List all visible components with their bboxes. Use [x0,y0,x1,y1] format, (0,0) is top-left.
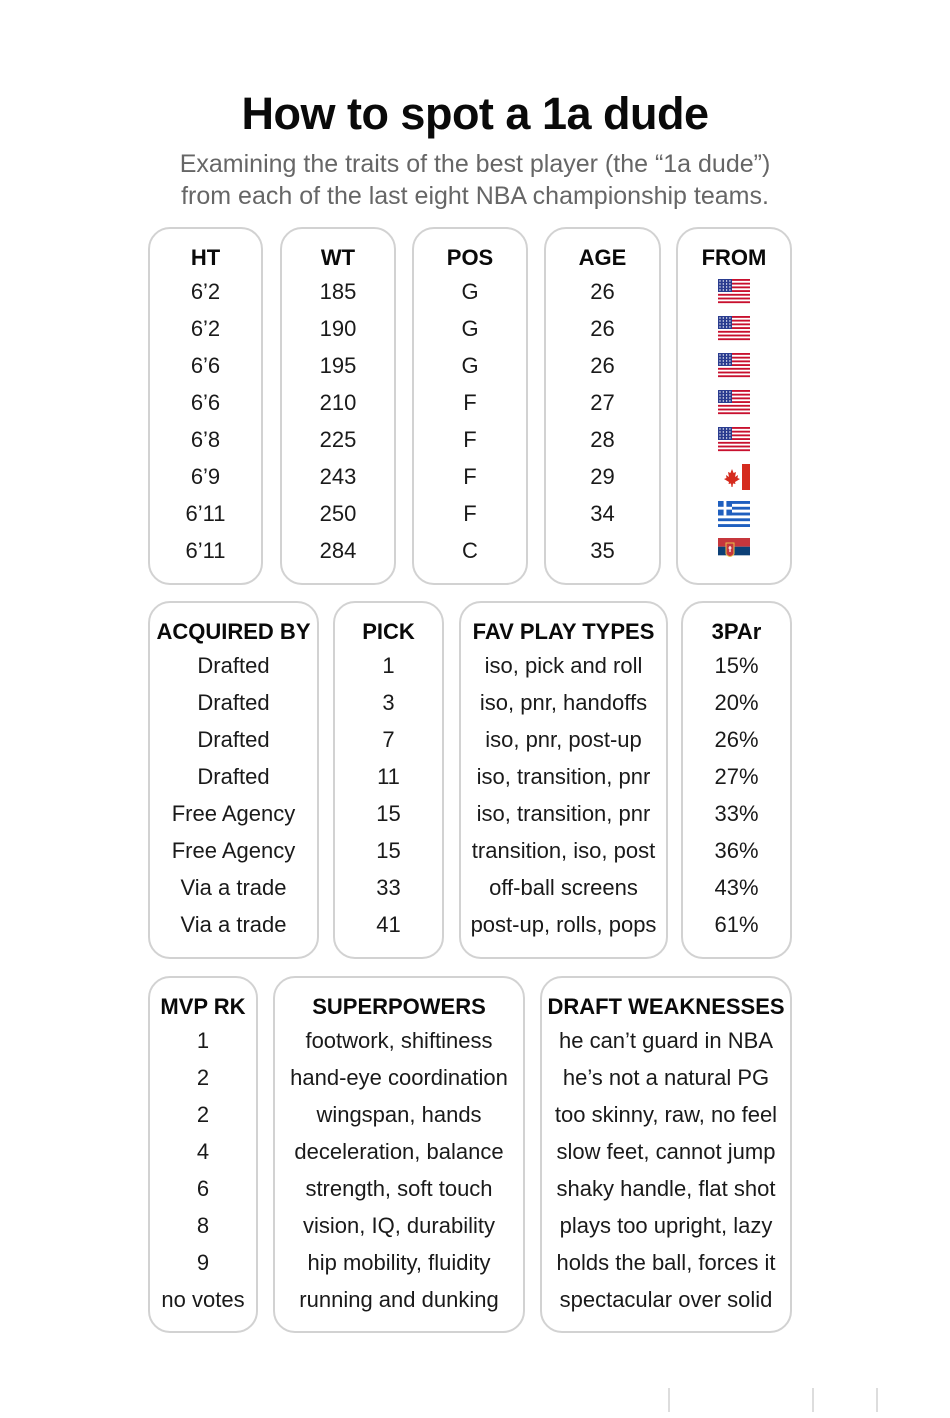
pos-column [412,227,528,585]
table-cell: F [463,501,477,526]
fav-play-types-column [459,601,668,959]
table-cell: Via a trade [180,875,287,900]
table-cell: 6’9 [190,464,221,489]
table-cell: C [462,538,478,563]
table-cell: 4 [196,1139,210,1164]
table-cell: F [463,390,477,415]
table-cell: 27 [590,390,615,415]
table-cell: 15% [714,653,759,678]
table-cell: 36% [714,838,759,863]
table-cell: Drafted [197,690,270,715]
table-cell: Free Agency [171,838,296,863]
table-cell: spectacular over solid [559,1287,773,1312]
3par-column [681,601,792,959]
from-column [676,227,792,585]
acquired-by-column [148,601,319,959]
table-cell: 6’2 [190,279,221,304]
table-cell: 15 [376,838,401,863]
column-header: SUPERPOWERS [312,994,486,1019]
table-cell: 34 [590,501,615,526]
table-cell: hip mobility, fluidity [307,1250,491,1275]
column-header: AGE [578,245,627,270]
table-cell: iso, pnr, post-up [485,727,642,752]
table-cell: 2 [196,1102,210,1127]
table-cell: G [461,279,479,304]
table-cell: too skinny, raw, no feel [554,1102,778,1127]
usa-flag-icon [678,273,790,310]
table-cell: 195 [319,353,357,378]
usa-flag-icon [678,384,790,421]
column-header: WT [320,245,356,270]
column-header: MVP RK [160,994,246,1019]
greece-flag-icon [678,495,790,532]
table-cell: 26 [590,279,615,304]
table-cell: 210 [319,390,357,415]
table-cell: Drafted [197,764,270,789]
draft-weaknesses-column [540,976,792,1333]
table-cell: Via a trade [180,912,287,937]
table-cell: Drafted [197,653,270,678]
table-cell: 26 [590,353,615,378]
subtitle-line-2: from each of the last eight NBA championship teams. [181,182,769,210]
table-cell: 2 [196,1065,210,1090]
superpowers-column [273,976,525,1333]
table-cell: he’s not a natural PG [562,1065,770,1090]
table-cell: 26% [714,727,759,752]
watermark-mark [668,1388,670,1412]
table-cell: 7 [382,727,395,752]
subtitle-line-1: Examining the traits of the best player (the “1a dude”) [179,150,771,178]
table-cell: shaky handle, flat shot [556,1176,776,1201]
table-cell: Free Agency [171,801,296,826]
table-cell: 6 [196,1176,210,1201]
canada-flag-icon [678,458,790,495]
table-cell: 6’2 [190,316,221,341]
column-header: POS [446,245,494,270]
serbia-flag-icon [678,532,790,569]
table-cell: 1 [196,1028,210,1053]
table-cell: 33 [376,875,401,900]
table-cell: Drafted [197,727,270,752]
table-cell: iso, transition, pnr [476,764,651,789]
usa-flag-icon [678,421,790,458]
table-cell: vision, IQ, durability [303,1213,495,1238]
watermark-mark [876,1388,878,1412]
table-cell: 41 [376,912,401,937]
watermark-mark [812,1388,814,1412]
table-cell: 190 [319,316,357,341]
wt-column [280,227,396,585]
table-cell: 250 [319,501,357,526]
column-header: HT [190,245,221,270]
table-cell: 20% [714,690,759,715]
table-cell: 26 [590,316,615,341]
table-cell: iso, transition, pnr [476,801,651,826]
column-header: PICK [362,619,415,644]
table-cell: 6’6 [190,390,221,415]
age-column [544,227,661,585]
table-cell: F [463,464,477,489]
table-cell: 284 [319,538,357,563]
column-header: ACQUIRED BY [156,619,311,644]
table-cell: 225 [319,427,357,452]
table-cell: 3 [382,690,395,715]
table-cell: 185 [319,279,357,304]
table-cell: 6’6 [190,353,221,378]
table-cell: 6’11 [185,501,226,526]
table-cell: wingspan, hands [316,1102,482,1127]
column-header: FAV PLAY TYPES [472,619,655,644]
table-cell: hand-eye coordination [290,1065,508,1090]
table-cell: no votes [161,1287,245,1312]
usa-flag-icon [678,347,790,384]
usa-flag-icon [678,310,790,347]
table-cell: he can’t guard in NBA [558,1028,774,1053]
table-cell: F [463,427,477,452]
table-cell: footwork, shiftiness [305,1028,493,1053]
table-cell: 61% [714,912,759,937]
table-cell: 9 [196,1250,210,1275]
table-cell: off-ball screens [489,875,638,900]
page-title: How to spot a 1a dude [241,88,709,139]
table-cell: G [461,353,479,378]
table-cell: holds the ball, forces it [556,1250,776,1275]
table-cell: 33% [714,801,759,826]
table-cell: transition, iso, post [471,838,656,863]
table-cell: 6’8 [190,427,221,452]
table-cell: iso, pick and roll [484,653,643,678]
table-cell: deceleration, balance [294,1139,504,1164]
table-cell: running and dunking [299,1287,499,1312]
table-cell: 27% [714,764,759,789]
table-cell: 43% [714,875,759,900]
table-cell: 6’11 [185,538,226,563]
column-header: 3PAr [711,619,762,644]
table-cell: 11 [377,764,400,789]
page-subtitle [0,148,950,212]
column-header: FROM [701,245,767,270]
table-cell: iso, pnr, handoffs [479,690,648,715]
mvp-rank-column [148,976,258,1333]
table-cell: G [461,316,479,341]
table-cell: slow feet, cannot jump [556,1139,776,1164]
table-cell: 8 [196,1213,210,1238]
table-cell: post-up, rolls, pops [470,912,657,937]
pick-column [333,601,444,959]
ht-column [148,227,263,585]
table-cell: 28 [590,427,615,452]
column-header: DRAFT WEAKNESSES [547,994,785,1019]
table-cell: plays too upright, lazy [559,1213,773,1238]
table-cell: 15 [376,801,401,826]
table-cell: strength, soft touch [305,1176,493,1201]
table-cell: 1 [382,653,395,678]
table-cell: 35 [590,538,615,563]
table-cell: 29 [590,464,615,489]
table-cell: 243 [319,464,357,489]
